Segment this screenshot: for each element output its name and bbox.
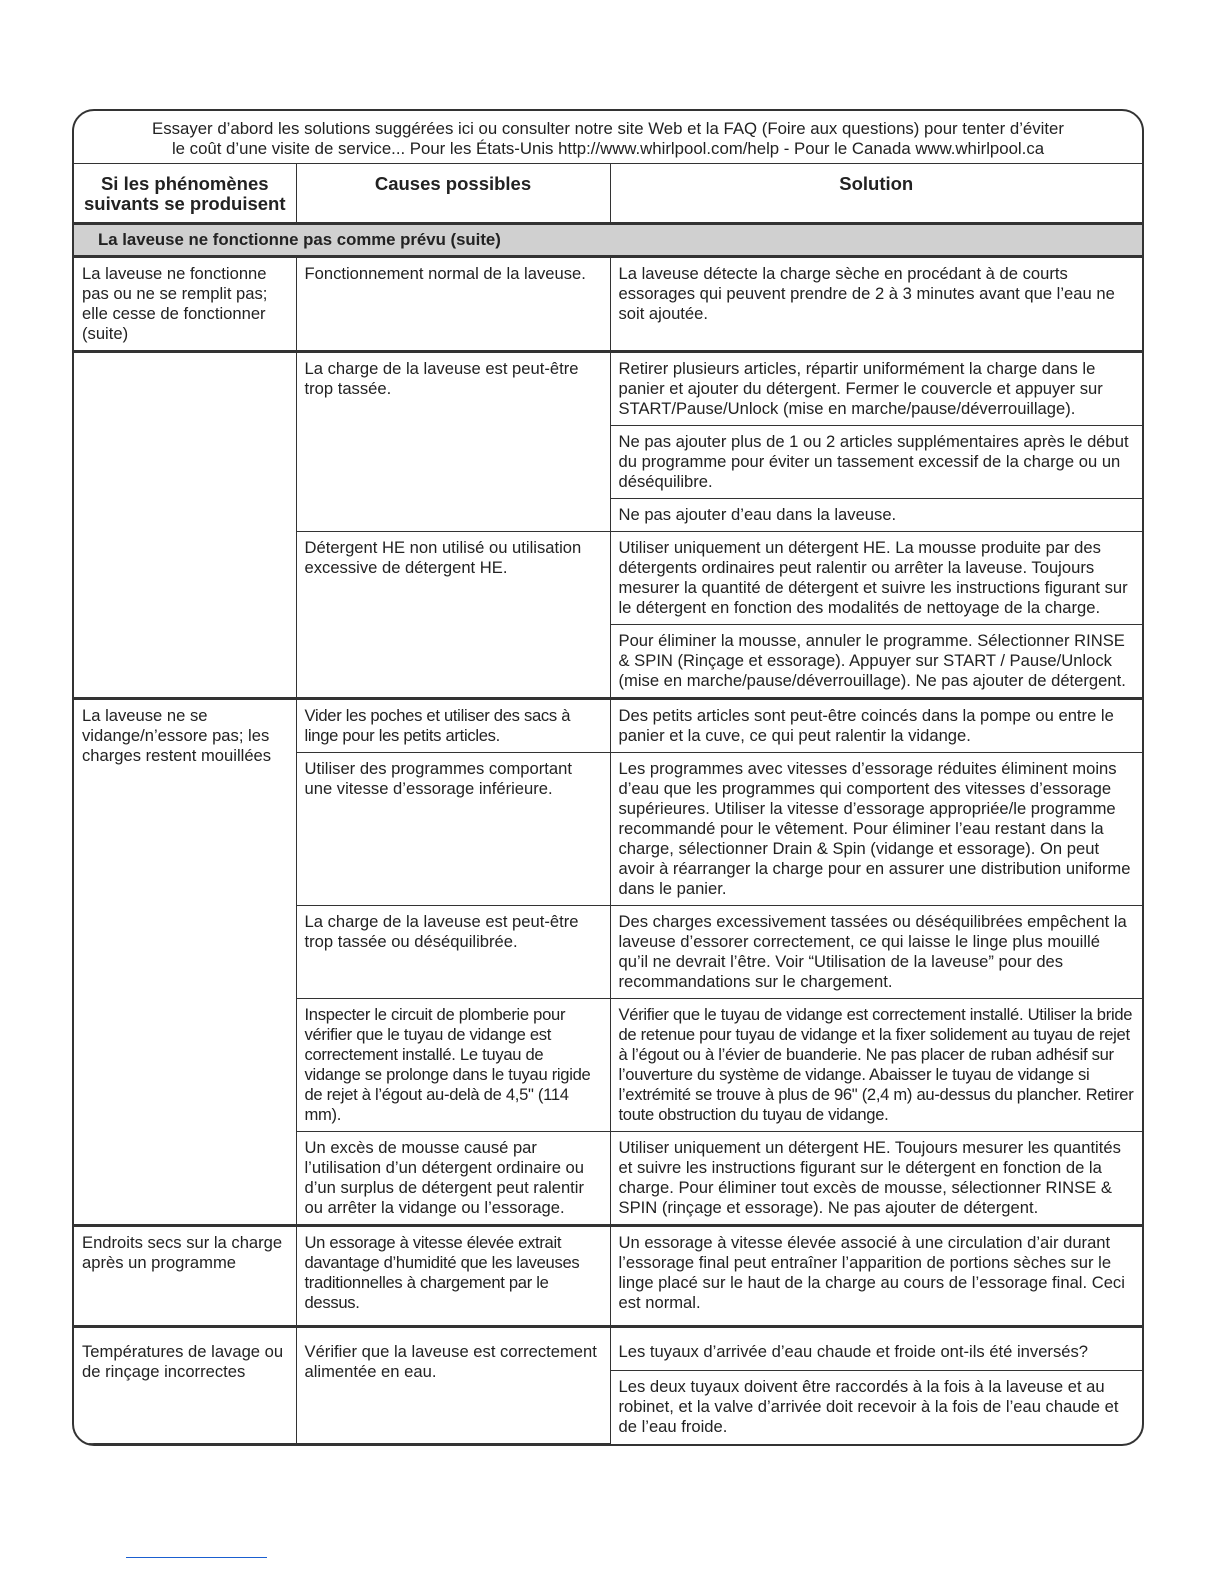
intro-row	[74, 111, 1142, 164]
footer-link-underline[interactable]	[126, 1557, 267, 1558]
symptom-header-line-2: suivants se produisent	[84, 193, 286, 214]
header-row	[74, 164, 1142, 224]
symptom-cell	[74, 352, 296, 699]
cause-cell: Un excès de mousse causé par l’utilisation d’un détergent ordinaire ou d’un surplus de détergent peut ralentir ou arrêter la vidange ou l’essorage.	[296, 1132, 610, 1226]
cause-cell: Fonctionnement normal de la laveuse.	[296, 257, 610, 352]
solution-cell: Retirer plusieurs articles, répartir uniformément la charge dans le panier et ajouter du détergent. Fermer le couvercle et appuyer sur START/Pause/Unlock (mise en marche/pause/déverrouillage).	[610, 352, 1142, 426]
solution-cell: Les tuyaux d’arrivée d’eau chaude et froide ont-ils été inversés?	[610, 1327, 1142, 1371]
troubleshooting-table	[74, 111, 1142, 1444]
cause-cell: Vider les poches et utiliser des sacs à linge pour les petits articles.	[296, 699, 610, 753]
symptom-cell: Endroits secs sur la charge après un programme	[74, 1226, 296, 1327]
section-row	[74, 224, 1142, 257]
table-row	[74, 352, 1142, 426]
solution-cell: Utiliser uniquement un détergent HE. La mousse produite par des détergents ordinaires peut ralentir ou arrêter la laveuse. Toujours mesurer la quantité de détergent et suivre les instructions figurant sur le détergent en fonction des modalités de nettoyage de la charge.	[610, 532, 1142, 625]
symptom-cell: Températures de lavage ou de rinçage incorrectes	[74, 1327, 296, 1444]
cause-cell: Vérifier que la laveuse est correctement alimentée en eau.	[296, 1327, 610, 1444]
solution-cell: Les programmes avec vitesses d’essorage réduites éliminent moins d’eau que les programmes qui comportent des vitesses d’essorage supérieures. Utiliser la vitesse d’essorage appropriée/le programme recommandé pour le vêtement. Pour éliminer l’eau restant dans la charge, sélectionner Drain & Spin (vidange et essorage). On peut avoir à réarranger la charge pour en assurer une distribution uniforme dans le panier.	[610, 753, 1142, 906]
solution-cell: Ne pas ajouter plus de 1 ou 2 articles supplémentaires après le début du programme pour éviter un tassement excessif de la charge ou un déséquilibre.	[610, 426, 1142, 499]
intro-line-1: Essayer d’abord les solutions suggérées ici ou consulter notre site Web et la FAQ (Foire aux questions) pour tenter d’éviter	[152, 119, 1064, 138]
solution-cell: La laveuse détecte la charge sèche en procédant à de courts essorages qui peuvent prendre de 2 à 3 minutes avant que l’eau ne soit ajoutée.	[610, 257, 1142, 352]
solution-cell: Les deux tuyaux doivent être raccordés à la fois à la laveuse et au robinet, et la valve d’arrivée doit recevoir à la fois de l’eau chaude et de l’eau froide.	[610, 1371, 1142, 1444]
solution-cell: Utiliser uniquement un détergent HE. Toujours mesurer les quantités et suivre les instructions figurant sur le détergent en fonction de la charge. Pour éliminer tout excès de mousse, sélectionner RINSE & SPIN (rinçage et essorage). Ne pas ajouter de détergent.	[610, 1132, 1142, 1226]
solution-cell: Un essorage à vitesse élevée associé à une circulation d’air durant l’essorage final peut entraîner l’apparition de portions sèches sur le linge placé sur le haut de la charge au cours de l’essorage final. Ceci est normal.	[610, 1226, 1142, 1327]
cause-cell: Inspecter le circuit de plomberie pour vérifier que le tuyau de vidange est correctement installé. Le tuyau de vidange se prolonge dans le tuyau rigide de rejet à l’égout au-delà de 4,5" (114 mm).	[296, 999, 610, 1132]
cause-cell: Détergent HE non utilisé ou utilisation excessive de détergent HE.	[296, 532, 610, 699]
section-title: La laveuse ne fonctionne pas comme prévu (suite)	[74, 224, 1142, 257]
symptom-cell: La laveuse ne fonctionne pas ou ne se remplit pas; elle cesse de fonctionner (suite)	[74, 257, 296, 352]
intro-text	[74, 111, 1142, 164]
solution-cell: Des charges excessivement tassées ou déséquilibrées empêchent la laveuse d’essorer correctement, ce qui laisse le linge plus mouillé qu’il ne devrait l’être. Voir “Utilisation de la laveuse” pour des recommandations sur le chargement.	[610, 906, 1142, 999]
symptom-cell: La laveuse ne se vidange/n’essore pas; les charges restent mouillées	[74, 699, 296, 1226]
solution-cell: Des petits articles sont peut-être coincés dans la pompe ou entre le panier et la cuve, ce qui peut ralentir la vidange.	[610, 699, 1142, 753]
solution-cell: Pour éliminer la mousse, annuler le programme. Sélectionner RINSE & SPIN (Rinçage et essorage). Appuyer sur START / Pause/Unlock (mise en marche/pause/déverrouillage). Ne pas ajouter de détergent.	[610, 625, 1142, 699]
solution-cell: Vérifier que le tuyau de vidange est correctement installé. Utiliser la bride de retenue pour tuyau de vidange et la fixer solidement au tuyau de rejet à l’égout ou à l’évier de buanderie. Ne pas placer de ruban adhésif sur l’ouverture du système de vidange. Abaisser le tuyau de vidange si l’extrémité se trouve à plus de 96" (2,4 m) au-dessus du plancher. Retirer toute obstruction du tuyau de vidange.	[610, 999, 1142, 1132]
symptom-header	[74, 164, 296, 224]
cause-cell: Un essorage à vitesse élevée extrait davantage d’humidité que les laveuses traditionnelles à chargement par le dessus.	[296, 1226, 610, 1327]
table-row	[74, 1226, 1142, 1327]
cause-cell: La charge de la laveuse est peut-être trop tassée.	[296, 352, 610, 532]
solution-header: Solution	[610, 164, 1142, 224]
table-row	[74, 699, 1142, 753]
cause-cell: La charge de la laveuse est peut-être trop tassée ou déséquilibrée.	[296, 906, 610, 999]
table-row	[74, 1327, 1142, 1371]
cause-header: Causes possibles	[296, 164, 610, 224]
cause-cell: Utiliser des programmes comportant une vitesse d’essorage inférieure.	[296, 753, 610, 906]
solution-cell: Ne pas ajouter d’eau dans la laveuse.	[610, 499, 1142, 532]
troubleshooting-table-frame	[72, 109, 1144, 1446]
table-row	[74, 257, 1142, 352]
symptom-header-line-1: Si les phénomènes	[100, 173, 269, 194]
intro-line-2: le coût d’une visite de service... Pour les États-Unis http://www.whirlpool.com/help - Pour le Canada www.whirlpool.ca	[171, 139, 1045, 158]
